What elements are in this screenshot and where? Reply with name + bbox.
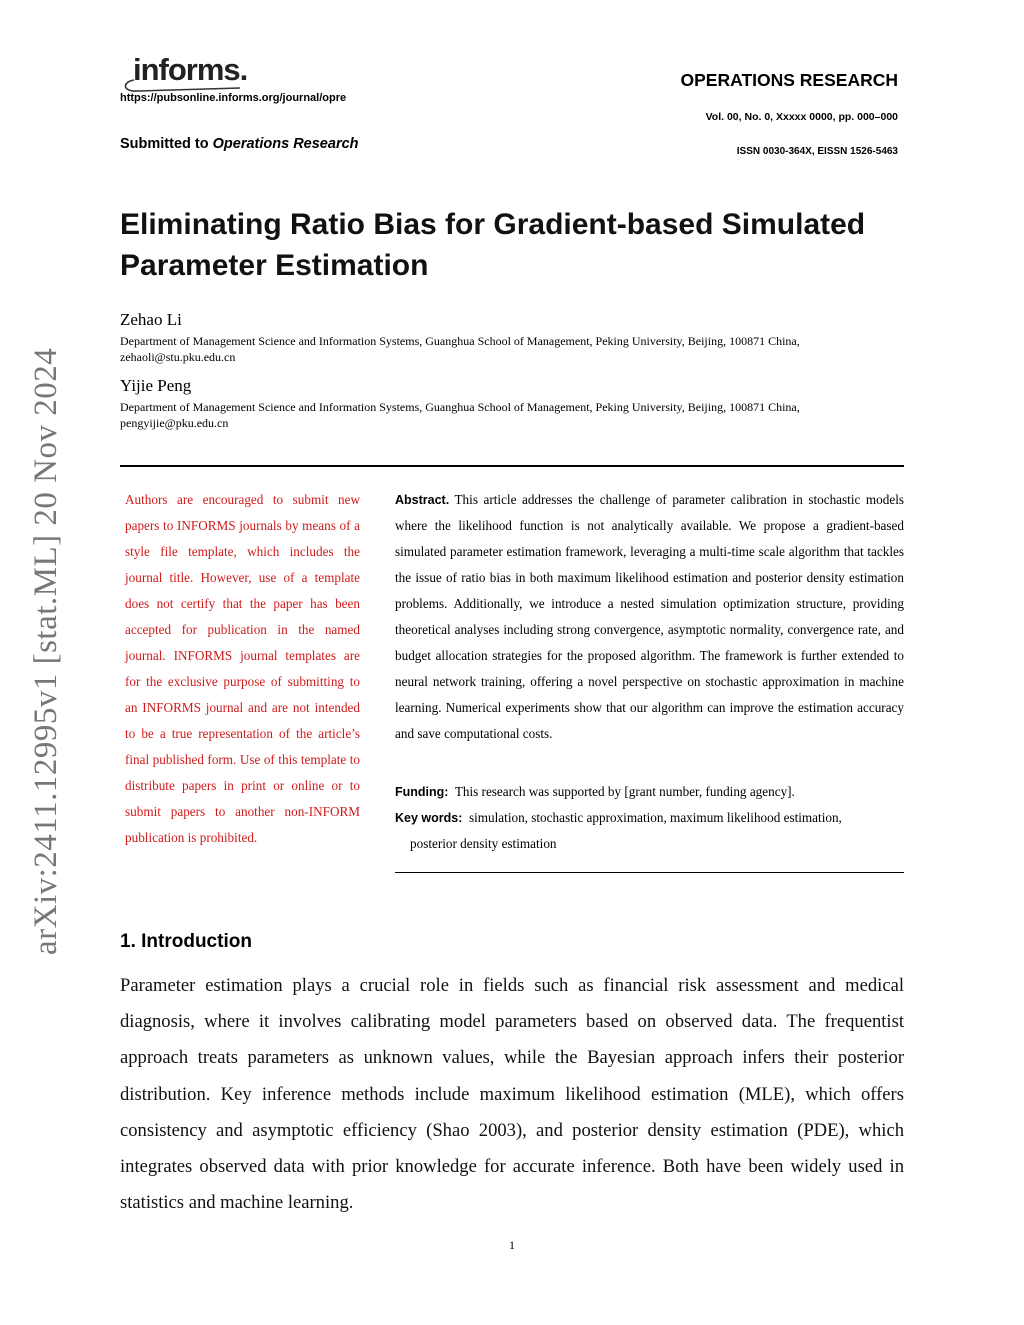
author-affiliation xyxy=(120,333,910,365)
author-name: Zehao Li xyxy=(120,310,182,329)
author-affiliation xyxy=(120,399,910,431)
submitted-line xyxy=(120,136,359,152)
abstract xyxy=(395,487,904,747)
section-heading: 1. Introduction xyxy=(120,931,252,952)
template-note: Authors are encouraged to submit new papers to INFORMS journals by means of a style file template, which includes the journal title. However, use of a template does not certify that the paper has been accepted for publication in the named journal. INFORMS journal templates are for the exclusive purpose of submitting to an INFORMS journal and are not intended to be a true representation of the article’s final published form. Use of this template to distribute papers in print or online or to submit papers to another non-INFORM publication is prohibited. xyxy=(125,492,360,845)
submitted-prefix: Submitted to xyxy=(120,136,213,152)
abstract-rule xyxy=(395,872,904,873)
submitted-journal: Operations Research xyxy=(212,136,359,152)
funding xyxy=(395,779,904,805)
author-email: zehaoli@stu.pku.edu.cn xyxy=(120,350,236,364)
keywords xyxy=(395,805,904,857)
paper-title: Eliminating Ratio Bias for Gradient-based Simulated Parameter Estimation xyxy=(120,208,866,282)
issn-info: ISSN 0030-364X, EISSN 1526-5463 xyxy=(736,146,898,157)
keywords-line-1: simulation, stochastic approximation, maximum likelihood estimation, xyxy=(468,810,842,825)
volume-info: Vol. 00, No. 0, Xxxxx 0000, pp. 000–000 xyxy=(705,111,898,123)
journal-url: https://pubsonline.informs.org/journal/opre xyxy=(120,92,347,104)
funding-label: Funding: xyxy=(395,785,449,799)
abstract-text: This article addresses the challenge of parameter calibration in stochastic models where the likelihood function is not analytically available. We propose a gradient-based simulated parameter estimation framework, leveraging a multi-time scale algorithm that tackles the issue of ratio bias in both maximum likelihood estimation and posterior density estimation problems. Additionally, we introduce a nested simulation optimization structure, providing theoretical analyses including strong convergence, asymptotic normality, convergence rate, and budget allocation strategies for the proposed algorithm. The framework is further extended to neural network training, offering a novel perspective on stochastic approximation in machine learning. Numerical experiments show that our algorithm can improve the estimation accuracy and save computational costs. xyxy=(395,492,904,741)
logo-text: informs. xyxy=(133,52,248,87)
author-name: Yijie Peng xyxy=(120,376,192,395)
arxiv-stamp: arXiv:2411.12995v1 [stat.ML] 20 Nov 2024 xyxy=(28,347,64,955)
affiliation-text: Department of Management Science and Information Systems, Guanghua School of Management, Peking University, Beijing, 100871 China, xyxy=(120,334,800,348)
funding-text: This research was supported by [grant number, funding agency]. xyxy=(454,784,795,799)
keywords-label: Key words: xyxy=(395,811,463,825)
author-email: pengyijie@pku.edu.cn xyxy=(120,416,229,430)
affiliation-text: Department of Management Science and Information Systems, Guanghua School of Management, Peking University, Beijing, 100871 China, xyxy=(120,400,800,414)
abstract-label: Abstract. xyxy=(395,493,450,507)
journal-name: OPERATIONS RESEARCH xyxy=(680,70,898,90)
header-rule xyxy=(120,465,904,467)
keywords-line-2: posterior density estimation xyxy=(410,836,557,851)
introduction-paragraph: Parameter estimation plays a crucial role in fields such as financial risk assessment and medical diagnosis, where it involves calibrating model parameters based on observed data. The frequentist approach treats parameters as unknown values, while the Bayesian approach infers their posterior distribution. Key inference methods include maximum likelihood estimation (MLE), which offers consistency and asymptotic efficiency (Shao 2003), and posterior density estimation (PDE), which integrates observed data with prior knowledge for accurate inference. Both have been widely used in statistics and machine learning. xyxy=(120,975,904,1214)
page-number: 1 xyxy=(509,1238,515,1252)
